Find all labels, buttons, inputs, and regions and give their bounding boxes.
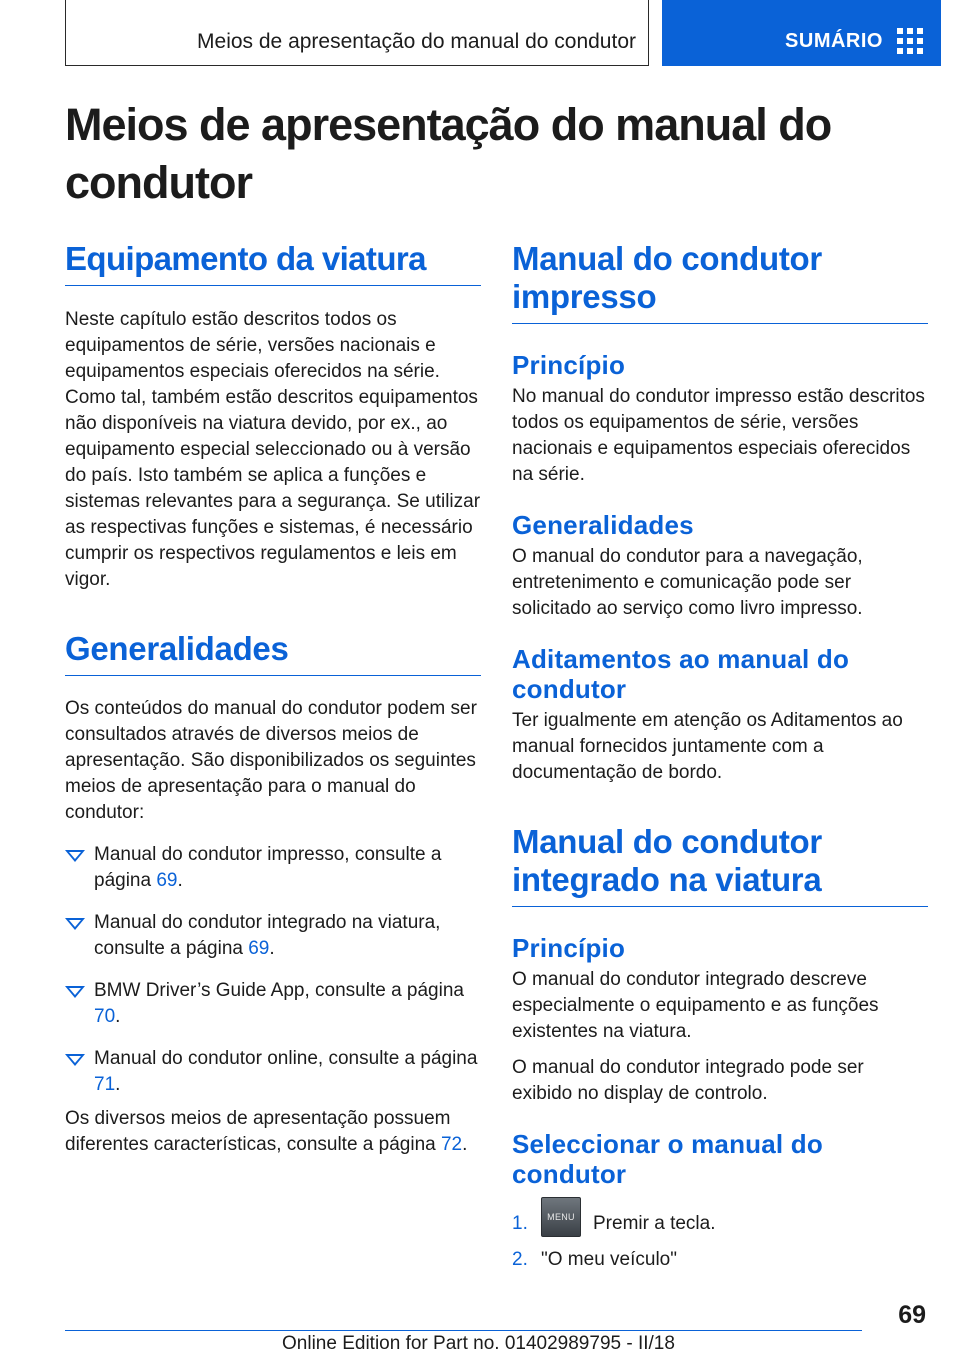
equipamento-text: Neste capítulo estão descritos todos os equipamentos de série, versões nacionais e equipamentos especiais oferecidos na série. Como tal, também estão descritos equipamentos não disponíveis na viatura devido, por ex., ao equipamento especial seleccionado ou à versão do país. Isto também se aplica a funções e sistemas relevantes para a segurança. Se utilizar as respectivas funções e sistemas, é necessário cumprir os respectivos regulamentos e leis em vigor. — [65, 309, 481, 590]
page-link[interactable]: 71 — [94, 1074, 116, 1095]
impresso-generalidades-text: O manual do condutor para a navegação, entretenimento e comunicação pode ser solicitado ao serviço como livro impresso. — [512, 546, 863, 619]
edition-text: Online Edition for Part no. 01402989795 - II/18 — [282, 1333, 675, 1354]
triangle-bullet-icon — [65, 918, 85, 930]
heading-generalidades: Generalidades — [65, 630, 481, 676]
step-item — [512, 1197, 928, 1237]
step-number: 2. — [512, 1249, 528, 1270]
step-item — [512, 1247, 928, 1273]
steps-list — [512, 1197, 928, 1273]
triangle-bullet-icon — [65, 1054, 85, 1066]
grid-icon[interactable] — [897, 28, 923, 54]
toc-label[interactable]: SUMÁRIO — [785, 29, 883, 52]
header-title: Meios de apresentação do manual do condutor — [197, 30, 636, 53]
page-link[interactable]: 69 — [248, 938, 270, 959]
list-item: Manual do condutor integrado na viatura, consulte a página 69. — [65, 910, 481, 962]
menu-key-icon: MENU — [541, 1197, 581, 1237]
right-column — [512, 240, 928, 1273]
list-item: Manual do condutor impresso, consulte a página 69. — [65, 842, 481, 894]
left-column — [65, 240, 481, 1158]
generalidades-intro: Os conteúdos do manual do condutor podem ser consultados através de diversos meios de apresentação. São disponibilizados os seguintes meios de apresentação para o manual do condutor: — [65, 698, 477, 823]
integrado-display-text: O manual do condutor integrado pode ser exibido no display de controlo. — [512, 1057, 864, 1104]
media-list — [65, 842, 481, 1098]
heading-principio: Princípio — [512, 350, 626, 380]
heading-seleccionar: Seleccionar o manual do condutor — [512, 1129, 823, 1189]
step-number: 1. — [512, 1213, 528, 1234]
impresso-principio-text: No manual do condutor impresso estão descritos todos os equipamentos de série, versões nacionais e equipamentos especiais oferecidos na série. — [512, 386, 925, 485]
header-title-box — [65, 0, 649, 66]
page-link[interactable]: 69 — [156, 870, 178, 891]
toc-button[interactable] — [662, 0, 941, 66]
page-link[interactable]: 72 — [440, 1134, 463, 1155]
list-item: BMW Driver’s Guide App, consulte a página 70. — [65, 978, 481, 1030]
heading-equipamento: Equipamento da viatura — [65, 240, 481, 286]
step-text: Premir a tecla. — [593, 1213, 716, 1234]
heading-principio-integrado: Princípio — [512, 933, 626, 963]
page-link[interactable]: 70 — [94, 1006, 116, 1027]
triangle-bullet-icon — [65, 986, 85, 998]
page-number: 69 — [898, 1301, 926, 1329]
generalidades-outro: Os diversos meios de apresentação possuem diferentes características, consulte a página 72. — [65, 1108, 468, 1155]
triangle-bullet-icon — [65, 850, 85, 862]
integrado-principio-text: O manual do condutor integrado descreve especialmente o equipamento e as funções existentes na viatura. — [512, 969, 879, 1042]
list-item: Manual do condutor online, consulte a página 71. — [65, 1046, 481, 1098]
step-text: "O meu veículo" — [541, 1249, 677, 1270]
heading-manual-impresso: Manual do condutor impresso — [512, 240, 928, 324]
aditamentos-text: Ter igualmente em atenção os Aditamentos ao manual fornecidos juntamente com a documentação de bordo. — [512, 710, 903, 783]
page-title: Meios de apresentação do manual do condutor — [65, 99, 832, 208]
heading-manual-integrado: Manual do condutor integrado na viatura — [512, 823, 928, 907]
footer-divider — [65, 1330, 862, 1331]
heading-generalidades-impresso: Generalidades — [512, 510, 694, 540]
heading-aditamentos: Aditamentos ao manual do condutor — [512, 644, 850, 704]
